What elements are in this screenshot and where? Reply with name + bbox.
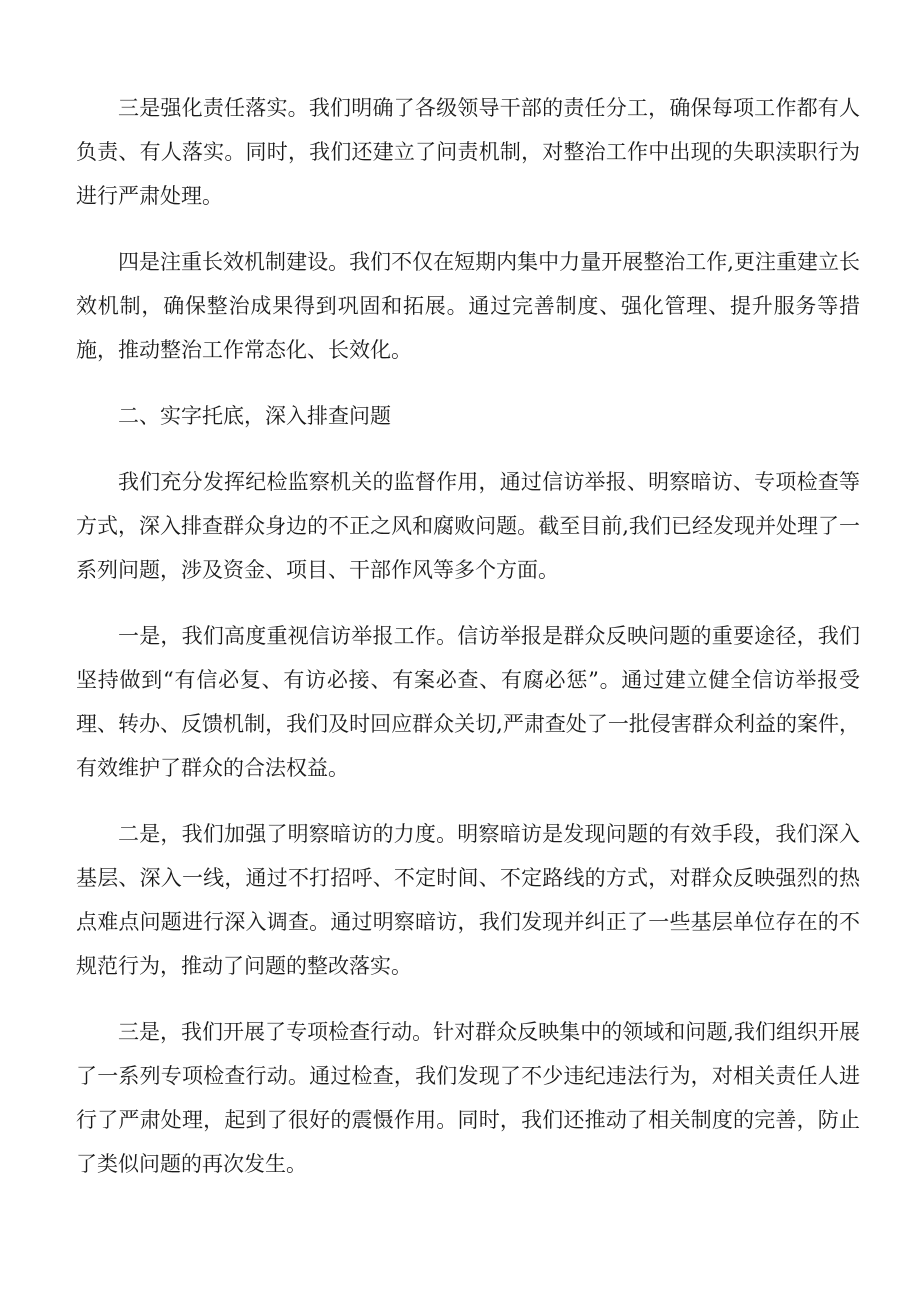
- section-heading: 二、实字托底，深入排查问题: [118, 404, 391, 428]
- paragraph-responsibility: 三是强化责任落实。我们明确了各级领导干部的责任分工，确保每项工作都有人负责、有人落实。同时，我们还建立了问责机制，对整治工作中出现的失职渎职行为进行严肃处理。: [76, 96, 860, 208]
- paragraph-inspections: 二是，我们加强了明察暗访的力度。明察暗访是发现问题的有效手段，我们深入基层、深入一线，通过不打招呼、不定时间、不定路线的方式，对群众反映强烈的热点难点问题进行深入调查。通过明察暗访，我们发现并纠正了一些基层单位存在的不规范行为，推动了问题的整改落实。: [76, 822, 860, 978]
- document-body: [76, 86, 860, 1208]
- paragraph-petition-reports: 一是，我们高度重视信访举报工作。信访举报是群众反映问题的重要途径，我们坚持做到“有信必复、有访必接、有案必查、有腐必惩”。通过建立健全信访举报受理、转办、反馈机制，我们及时回应群众关切,严肃查处了一批侵害群众利益的案件，有效维护了群众的合法权益。: [76, 624, 860, 780]
- paragraph-long-term-mechanism: 四是注重长效机制建设。我们不仅在短期内集中力量开展整治工作,更注重建立长效机制，确保整治成果得到巩固和拓展。通过完善制度、强化管理、提升服务等措施，推动整治工作常态化、长效化。: [76, 250, 860, 362]
- paragraph-special-checks: 三是，我们开展了专项检查行动。针对群众反映集中的领域和问题,我们组织开展了一系列专项检查行动。通过检查，我们发现了不少违纪违法行为，对相关责任人进行了严肃处理，起到了很好的震慑作用。同时，我们还推动了相关制度的完善，防止了类似问题的再次发生。: [76, 1020, 860, 1176]
- paragraph-supervision: 我们充分发挥纪检监察机关的监督作用，通过信访举报、明察暗访、专项检查等方式，深入排查群众身边的不正之风和腐败问题。截至目前,我们已经发现并处理了一系列问题，涉及资金、项目、干部作风等多个方面。: [76, 470, 861, 582]
